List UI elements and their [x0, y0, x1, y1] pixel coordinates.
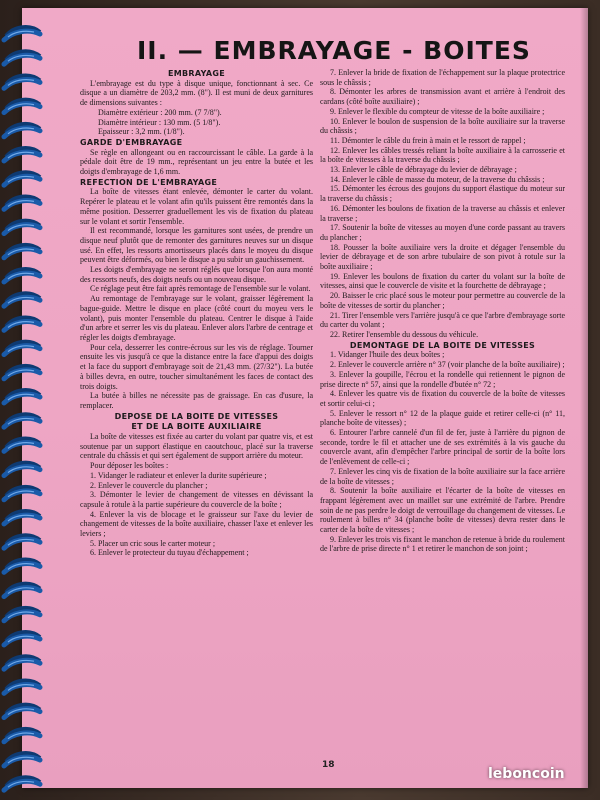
spiral-coil [4, 293, 40, 306]
list-item: 5. Enlever le ressort n° 12 de la plaque guide et retirer celle-ci (n° 11, planche boîte de vitesses) ; [320, 408, 565, 428]
spec-line: Diamètre extérieur : 200 mm. (7 7/8"). [98, 107, 222, 117]
heading-embrayage: EMBRAYAGE [167, 69, 226, 78]
spiral-coil [4, 390, 40, 403]
list-item: 15. Démonter les écrous des goujons du support élastique du moteur sur la traverse du châssis ; [320, 184, 565, 204]
list-item: 20. Baisser le cric placé sous le moteur pour permettre au couvercle de la boîte de vitesses de sortir du plancher ; [320, 291, 565, 310]
spiral-coil [4, 124, 40, 137]
list-item: 19. Enlever les boulons de fixation du carter du volant sur la boîte de vitesses, ainsi que le couvercle de visite et la fourchette de débrayage ; [320, 271, 565, 291]
list-item: 7. Enlever les cinq vis de fixation de la boîte auxiliaire sur la face arrière de la boîte de vitesses ; [320, 466, 565, 486]
list-item: 8. Soutenir la boîte auxiliaire et l'écarter de la boîte de vitesses en frappant légèrement avec un maillet sur une extrémité de l'arbre. Prendre soin de ne pas perdre le doigt de verrouillage du changement de vitesses. Le roulement à billes n° 34 (planche boîte de vitesses) devra rester dans le carter de la boîte de vitesses ; [320, 486, 565, 535]
list-item: 2. Enlever le couvercle arrière n° 37 (voir planche de la boîte auxiliaire) ; [330, 360, 565, 370]
page-number: 18 [322, 760, 335, 770]
spiral-coil [4, 148, 40, 161]
list-item: 10. Enlever le boulon de suspension de la boîte auxiliaire sur la traverse du châssis ; [320, 116, 565, 136]
list-item: 4. Enlever la vis de blocage et le graisseur sur l'axe du levier de changement de vitesses de la boîte auxiliaire, chasser l'axe et enlever les leviers ; [80, 509, 313, 539]
spiral-coil [4, 27, 40, 40]
spiral-binding-icon [0, 0, 60, 800]
list-item: 11. Démonter le câble du frein à main et le ressort de rappel ; [330, 135, 526, 145]
list-item: 14. Enlever le câble de masse du moteur, de la traverse du châssis ; [330, 174, 545, 184]
list-item: 8. Démonter les arbres de transmission avant et arrière à l'endroit des cardans (côté boîte auxiliaire) ; [320, 87, 565, 107]
spiral-coil [4, 438, 40, 451]
list-item: 5. Placer un cric sous le carter moteur ; [90, 538, 216, 548]
list-item: 3. Enlever la goupille, l'écrou et la rondelle qui retiennent le pignon de prise directe n° 57, ainsi que la rondelle d'butée n° 72 ; [320, 369, 565, 389]
spiral-coil [4, 535, 40, 548]
spiral-coil [4, 269, 40, 282]
manual-page [22, 8, 588, 788]
list-item: 6. Entourer l'arbre cannelé d'un fil de fer, juste à l'arrière du pignon de seconde, tordre le fil et attacher une de ses extrémités à la vis gauche du couvercle avant, afin d'empêcher l'arbre principal de sortir de la boîte lors de l'enlèvement de celle-ci ; [320, 428, 565, 467]
spiral-coil [4, 656, 40, 669]
paragraph: Pour cela, desserrer les contre-écrous sur les vis de réglage. Tourner ensuite les vis jusqu'à ce que la distance entre la face d'appui des doigts et la face du support d'embrayage soit de 21,43 mm. (27/32"). La butée à billes devra, en outre, toucher simultanément les faces de contact des trois doigts. [80, 342, 313, 391]
spiral-coil [4, 729, 40, 742]
spiral-coil [4, 196, 40, 209]
right-column [320, 68, 565, 554]
list-item: 22. Retirer l'ensemble du dessous du véhicule. [330, 329, 479, 339]
spiral-coil [4, 317, 40, 330]
list-item: 3. Démonter le levier de changement de vitesses en dévissant la capsule à rotule à la partie supérieure du couvercle de la boîte ; [80, 490, 313, 509]
list-item: 9. Enlever les trois vis fixant le manchon de retenue à bride du roulement de l'arbre de prise directe n° 1 et retirer le manchon de son joint ; [320, 534, 565, 554]
paragraph: La butée à billes ne nécessite pas de graissage. En cas d'usure, la remplacer. [80, 391, 313, 410]
heading-depose: DEPOSE DE LA BOITE DE VITESSES [114, 411, 279, 421]
spiral-coil [4, 463, 40, 476]
spec-line: Diamètre intérieur : 130 mm. (5 1/8"). [98, 117, 221, 127]
list-item: 18. Pousser la boîte auxiliaire vers la droite et dégager l'ensemble du levier de débrayage et de son arbre tubulaire de son pivot à rotule sur la boîte auxiliaire ; [320, 242, 565, 272]
list-item: 13. Enlever le câble de débrayage du levier de débrayage ; [330, 165, 517, 175]
spiral-coil [4, 511, 40, 524]
paragraph: Se règle en allongeant ou en raccourcissant le câble. La garde à la pédale doit être de 19 mm., représentant un jeu entre la butée et les doigts d'embrayage de 1,6 mm. [80, 147, 313, 177]
list-item: 12. Enlever les câbles tressés reliant la boîte auxiliaire à la carrosserie et la boîte de vitesses à la traverse du châssis ; [320, 145, 565, 165]
spiral-coil [4, 705, 40, 718]
spiral-coil [4, 245, 40, 258]
page-title: II. — EMBRAYAGE - BOITES [137, 36, 531, 65]
paragraph: Il est recommandé, lorsque les garnitures sont usées, de prendre un disque neuf plutôt que de remonter des garnitures neuves sur un disque usé. En effet, les ressorts amortisseurs placés dans le moyeu du disque peuvent être déformés, ou bien le disque a pu subir un gauchissement. [80, 226, 313, 265]
list-item: 1. Vidanger l'huile des deux boîtes ; [330, 350, 445, 360]
spiral-coil [4, 680, 40, 693]
list-item: 6. Enlever le protecteur du tuyau d'échappement ; [90, 548, 249, 558]
spiral-coil [4, 51, 40, 64]
spiral-coil [4, 487, 40, 500]
spiral-coil [4, 100, 40, 113]
spiral-coil [4, 366, 40, 379]
list-item: 17. Soutenir la boîte de vitesses au moyen d'une corde passant au travers du plancher ; [320, 223, 565, 242]
paragraph: Ce réglage peut être fait après remontage de l'ensemble sur le volant. [90, 284, 311, 294]
spiral-coil [4, 172, 40, 185]
page-edge-shadow [580, 8, 588, 788]
paragraph: La boîte de vitesses est fixée au carter du volant par quatre vis, et est soutenue par un support élastique en caoutchouc, placé sur la traverse centrale du châssis et qui sert également de support arrière du moteur. [80, 432, 313, 461]
paragraph: Pour déposer les boîtes : [90, 461, 169, 471]
spiral-coil [4, 414, 40, 427]
spec-line: Epaisseur : 3,2 mm. (1/8"). [98, 127, 185, 137]
paragraph: La boîte de vitesses étant enlevée, démonter le carter du volant. Repérer le plateau et le volant afin qu'ils puissent être remontés dans la même position. Desserrer graduellement les vis de fixation du plateau sur le volant et sortir l'ensemble. [80, 187, 313, 226]
heading-garde: GARDE D'EMBRAYAGE [80, 137, 183, 147]
list-item: 4. Enlever les quatre vis de fixation du couvercle de la boîte de vitesses et sortir celui-ci ; [320, 389, 565, 408]
list-item: 1. Vidanger le radiateur et enlever la durite supérieure ; [90, 470, 267, 480]
list-item: 21. Tirer l'ensemble vers l'arrière jusqu'à ce que l'arbre d'embrayage sorte du carter du volant ; [320, 310, 565, 330]
spiral-coil [4, 753, 40, 766]
spiral-coil [4, 608, 40, 621]
watermark-logo: leboncoin [488, 766, 565, 782]
paragraph: Les doigts d'embrayage ne seront réglés que lorsque l'on aura monté des ressorts neufs, des doigts neufs ou un nouveau disque. [80, 265, 313, 284]
spiral-coil [4, 584, 40, 597]
paragraph: L'embrayage est du type à disque unique, fonctionnant à sec. Ce disque a un diamètre de 203,2 mm. (8"). Il est muni de deux garnitures de dimensions suivantes : [80, 78, 313, 108]
list-item: 7. Enlever la bride de fixation de l'échappement sur la plaque protectrice sous le châssis ; [320, 68, 565, 87]
heading-depose-2: ET DE LA BOITE AUXILIAIRE [131, 422, 262, 432]
heading-refection: REFECTION DE L'EMBRAYAGE [80, 177, 218, 187]
list-item: 2. Enlever le couvercle du plancher ; [90, 480, 208, 490]
list-item: 16. Démonter les boulons de fixation de la traverse au châssis et enlever la traverse ; [320, 203, 565, 223]
spiral-coil [4, 221, 40, 234]
spiral-coil [4, 777, 40, 790]
spiral-coil [4, 559, 40, 572]
paragraph: Au remontage de l'embrayage sur le volant, graisser légèrement la bague-guide. Mettre le disque en place (côté court du moyeu vers le volant), puis monter l'ensemble du plateau. Centrer le disque à l'aide d'un arbre et serrer les vis du plateau. Enlever alors l'arbre de centrage et régler les doigts d'embrayage. [80, 294, 313, 342]
spiral-coil [4, 342, 40, 355]
list-item: 9. Enlever le flexible du compteur de vitesse de la boîte auxiliaire ; [330, 106, 545, 116]
heading-demontage: DEMONTAGE DE LA BOITE DE VITESSES [349, 340, 536, 350]
spiral-coil [4, 75, 40, 88]
left-column [80, 68, 313, 558]
spiral-coil [4, 632, 40, 645]
